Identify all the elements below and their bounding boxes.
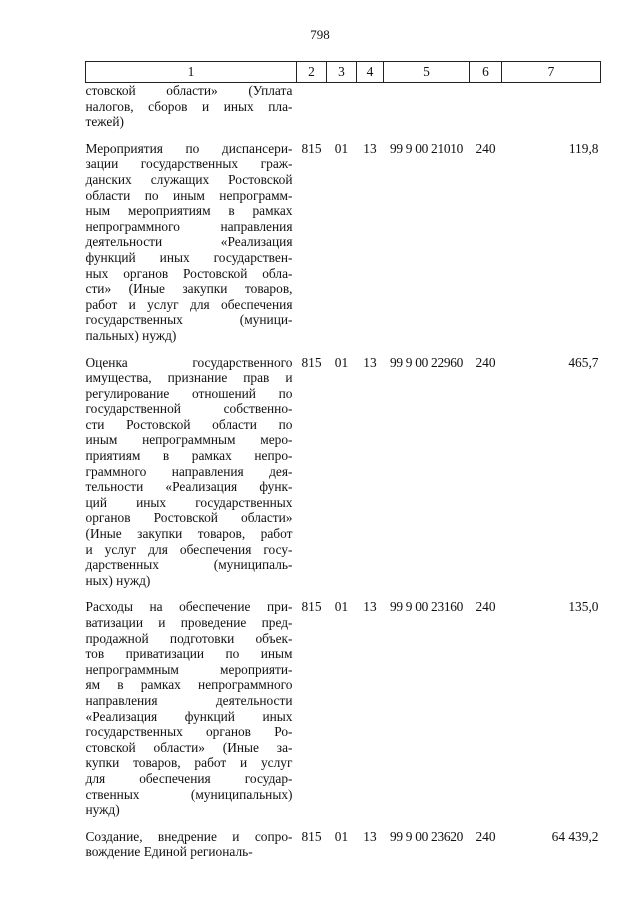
description-line: налогов, сборов и иных пла- [85, 98, 293, 114]
table-row [86, 829, 601, 871]
description-line: органов Ростовской области» [85, 510, 293, 526]
table-row [86, 83, 601, 141]
cell-description [86, 141, 297, 355]
cell-expense-type: 240 [475, 354, 496, 370]
cell-amount: 64 439,2 [551, 828, 599, 844]
cell-target-article: 99 9 00 23160 [389, 599, 464, 615]
cell-target-article: 99 9 00 23620 [389, 828, 464, 844]
description-line: приятиям в рамках непро- [85, 448, 293, 464]
description-line: непрограммным мероприяти- [85, 661, 293, 677]
col-header-1: 1 [86, 62, 297, 83]
description-line: функций иных государствен- [85, 249, 293, 265]
description-line: и услуг для обеспечения госу- [85, 541, 293, 557]
col-header-4: 4 [357, 62, 384, 83]
cell-ministry-code: 815 [301, 828, 322, 844]
cell-amount: 465,7 [568, 354, 599, 370]
description-line: для обеспечения государ- [85, 770, 293, 786]
col-header-7: 7 [502, 62, 601, 83]
col-header-5: 5 [384, 62, 470, 83]
description-line: государственной собственно- [85, 401, 293, 417]
description-line: вождение Единой региональ- [85, 844, 253, 860]
description-line: сти Ростовской области по [85, 416, 293, 432]
description-line: продажной подготовки объек- [85, 630, 293, 646]
cell-subsection: 13 [363, 599, 377, 615]
cell-section [327, 83, 357, 141]
cell-amount: 119,8 [568, 140, 599, 156]
cell-ministry-code: 815 [301, 599, 322, 615]
description-line: тежей) [85, 114, 124, 130]
cell-section: 01 [334, 828, 349, 844]
description-line: ных органов Ростовской обла- [85, 265, 293, 281]
budget-table [85, 61, 601, 871]
description-line: государственных органов Ро- [85, 724, 293, 740]
description-line: непрограммного направления [85, 218, 293, 234]
description-line: имущества, признание прав и [85, 370, 293, 386]
description-line: дарственных (муниципаль- [85, 557, 293, 573]
cell-expense-type: 240 [475, 140, 496, 156]
cell-expense-type: 240 [475, 828, 496, 844]
description-line: нужд) [85, 802, 120, 818]
cell-expense-type [470, 83, 502, 141]
description-line: купки товаров, работ и услуг [85, 755, 293, 771]
page-number: 798 [310, 27, 330, 42]
description-line: ций иных государственных [85, 494, 293, 510]
description-line: стовской области» (Иные за- [85, 739, 293, 755]
description-line: работ и услуг для обеспечения [85, 296, 293, 312]
cell-section: 01 [334, 140, 349, 156]
description-line: государственных (муници- [85, 312, 293, 328]
cell-target-article: 99 9 00 21010 [389, 140, 464, 156]
description-line: Оценка государственного [85, 354, 293, 370]
description-line: стовской области» (Уплата [85, 83, 293, 98]
description-line: «Реализация функций иных [85, 708, 293, 724]
cell-description [86, 599, 297, 828]
description-line: направления деятельности [85, 692, 293, 708]
description-line: Мероприятия по диспансери- [85, 140, 293, 156]
description-line: пальных) нужд) [85, 327, 177, 343]
col-header-2: 2 [297, 62, 327, 83]
cell-description [86, 83, 297, 141]
description-line: сти» (Иные закупки товаров, [85, 281, 293, 297]
description-line: ватизации и проведение пред- [85, 615, 293, 630]
cell-amount [502, 83, 601, 141]
description-line: (Иные закупки товаров, работ [85, 526, 293, 542]
cell-subsection: 13 [363, 354, 377, 370]
col-header-6: 6 [470, 62, 502, 83]
description-line: Создание, внедрение и сопро- [85, 828, 293, 844]
description-line: зации государственных граж- [85, 156, 293, 172]
description-line: ственных (муниципальных) [85, 786, 293, 802]
cell-target-article [384, 83, 470, 141]
cell-section: 01 [334, 599, 349, 615]
description-line: ным мероприятиям в рамках [85, 203, 293, 219]
description-line: регулирование отношений по [85, 385, 293, 401]
description-line: граммного направления дея- [85, 463, 293, 479]
description-line: ных) нужд) [85, 572, 151, 588]
header-row [86, 62, 601, 83]
cell-ministry-code: 815 [301, 354, 322, 370]
cell-section: 01 [334, 354, 349, 370]
cell-subsection: 13 [363, 828, 377, 844]
description-line: иным непрограммным меро- [85, 432, 293, 448]
cell-amount: 135,0 [568, 599, 599, 615]
table-row [86, 599, 601, 828]
col-header-3: 3 [327, 62, 357, 83]
table-row [86, 355, 601, 600]
cell-subsection: 13 [363, 140, 377, 156]
description-line: области по иным непрограмм- [85, 187, 293, 203]
description-line: Расходы на обеспечение при- [85, 599, 293, 615]
description-line: данских служащих Ростовской [85, 171, 293, 187]
cell-target-article: 99 9 00 22960 [389, 354, 464, 370]
table-row [86, 141, 601, 355]
cell-subsection [357, 83, 384, 141]
description-line: тов приватизации по иным [85, 646, 293, 662]
table-body [86, 83, 601, 871]
cell-description [86, 829, 297, 871]
cell-description [86, 355, 297, 600]
description-line: ям в рамках непрограммного [85, 677, 293, 693]
cell-expense-type: 240 [475, 599, 496, 615]
description-line: тельности «Реализация функ- [85, 479, 293, 495]
description-line: деятельности «Реализация [85, 234, 293, 250]
cell-ministry-code: 815 [301, 140, 322, 156]
cell-ministry-code [297, 83, 327, 141]
